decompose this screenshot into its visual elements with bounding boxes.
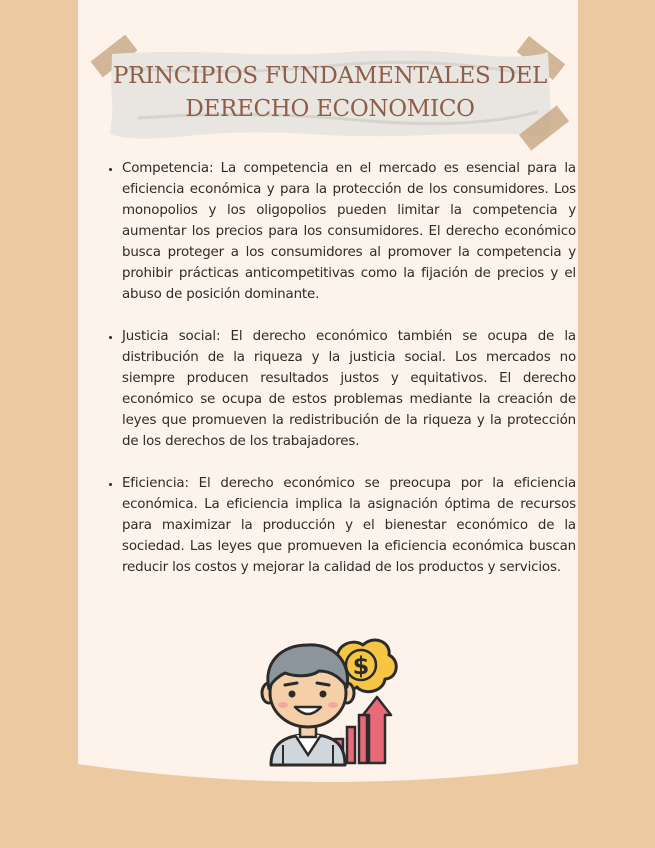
page-title <box>108 60 552 126</box>
list-item-competencia: • Competencia: La competencia en el mercado es esencial para la eficiencia económica y para la protección de los consumidores. Los monopolios y los oligopolios pueden limitar la competencia y aumentar los precios para los consumidores. El derecho económico busca proteger a los consumidores al promover la competencia y prohibir prácticas anticompetitivas como la fijación de precios y el abuso de posición dominante. <box>122 158 576 305</box>
principles-list <box>104 158 576 599</box>
page-title-line-1: PRINCIPIOS FUNDAMENTALES DEL <box>112 63 548 89</box>
title-card <box>108 48 552 140</box>
businessman-growth-icon <box>255 633 405 767</box>
currency-symbol: $ <box>352 652 370 680</box>
list-item-justicia-social: • Justicia social: El derecho económico también se ocupa de la distribución de la riqueza y la justicia social. Los mercados no siempre producen resultados justos y equitativos. El derecho económico se ocupa de estos problemas mediante la creación de leyes que promueven la redistribución de la riqueza y la protección de los derechos de los trabajadores. <box>122 326 576 452</box>
list-item-eficiencia: • Eficiencia: El derecho económico se preocupa por la eficiencia económica. La eficiencia implica la asignación óptima de recursos para maximizar la producción y el bienestar económico de la sociedad. Las leyes que promueven la eficiencia económica buscan reducir los costos y mejorar la calidad de los productos y servicios. <box>122 473 576 578</box>
businessman-icon <box>262 645 354 765</box>
page-title-line-2: DERECHO ECONOMICO <box>185 96 475 122</box>
